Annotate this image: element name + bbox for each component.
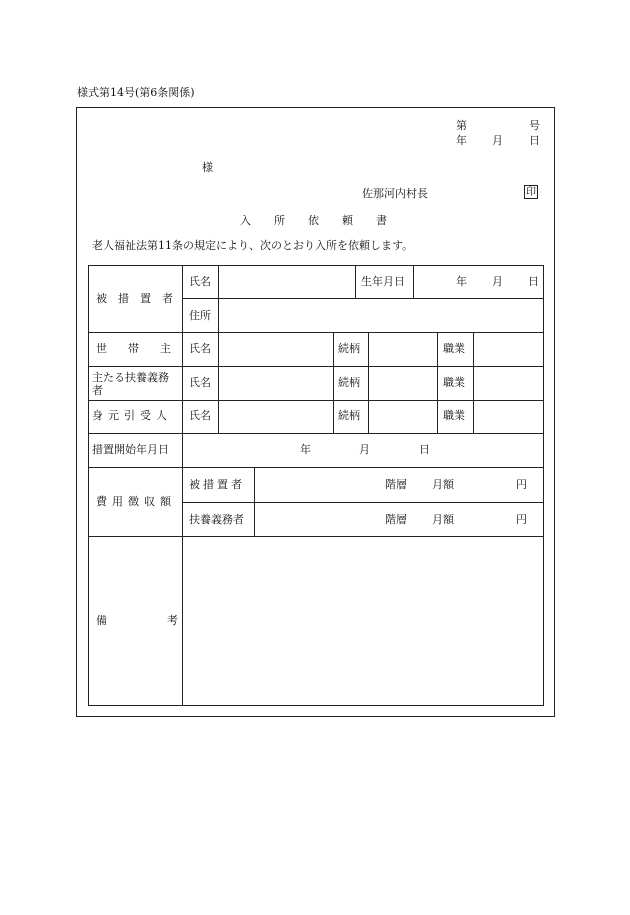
household-head-relation-label: 続柄 bbox=[338, 342, 360, 355]
fee-obligor-tier-label: 階層 bbox=[385, 513, 407, 526]
subject-name-value[interactable] bbox=[222, 270, 352, 294]
number-suffix: 号 bbox=[529, 119, 540, 132]
birth-day: 日 bbox=[528, 275, 539, 288]
remarks-label-right: 考 bbox=[167, 614, 178, 627]
guarantor-relation-label: 続柄 bbox=[338, 409, 360, 422]
fee-obligor-label: 扶養義務者 bbox=[189, 513, 244, 526]
subject-name-label: 氏名 bbox=[189, 275, 211, 288]
fee-subject-monthly-label: 月額 bbox=[432, 478, 454, 491]
household-head-label: 世 帯 主 bbox=[96, 342, 176, 355]
household-head-name-label: 氏名 bbox=[189, 342, 211, 355]
household-head-occupation-label: 職業 bbox=[443, 342, 465, 355]
intro-text: 老人福祉法第11条の規定により、次のとおり入所を依頼します。 bbox=[92, 239, 414, 252]
addressee-suffix: 様 bbox=[202, 161, 213, 174]
start-date-day: 日 bbox=[419, 443, 430, 456]
guarantor-occupation-label: 職業 bbox=[443, 409, 465, 422]
start-date-month: 月 bbox=[359, 443, 370, 456]
subject-address-label: 住所 bbox=[189, 309, 211, 322]
fee-subject-label: 被措置者 bbox=[189, 478, 245, 491]
obligor-name-label: 氏名 bbox=[189, 376, 211, 389]
guarantor-name-label: 氏名 bbox=[189, 409, 211, 422]
guarantor-label: 身元引受人 bbox=[92, 409, 172, 422]
form-code: 様式第14号(第6条関係) bbox=[77, 86, 195, 99]
birth-year: 年 bbox=[456, 275, 467, 288]
seal-mark: 印 bbox=[526, 187, 536, 198]
subject-address-value[interactable] bbox=[222, 303, 538, 327]
birth-date-label: 生年月日 bbox=[361, 275, 405, 288]
obligor-label-line1: 主たる扶養義務 bbox=[92, 371, 169, 384]
document-title: 入 所 依 頼 書 bbox=[240, 214, 393, 227]
subject-label: 被 措 置 者 bbox=[96, 292, 173, 305]
obligor-occupation-label: 職業 bbox=[443, 376, 465, 389]
date-month: 月 bbox=[492, 134, 503, 147]
date-day: 日 bbox=[529, 134, 540, 147]
issuer-name: 佐那河内村長 bbox=[362, 187, 428, 200]
remarks-label-left: 備 bbox=[96, 614, 107, 627]
start-date-year: 年 bbox=[300, 443, 311, 456]
fee-obligor-yen: 円 bbox=[516, 513, 527, 526]
date-year: 年 bbox=[456, 134, 467, 147]
birth-month: 月 bbox=[492, 275, 503, 288]
obligor-relation-label: 続柄 bbox=[338, 376, 360, 389]
fee-obligor-monthly-label: 月額 bbox=[432, 513, 454, 526]
fee-label: 費用徴収額 bbox=[96, 495, 176, 508]
fee-subject-yen: 円 bbox=[516, 478, 527, 491]
obligor-label-line2: 者 bbox=[92, 384, 103, 397]
start-date-label: 措置開始年月日 bbox=[92, 443, 169, 456]
number-prefix: 第 bbox=[456, 119, 467, 132]
fee-subject-tier-label: 階層 bbox=[385, 478, 407, 491]
remarks-field[interactable] bbox=[186, 540, 540, 702]
